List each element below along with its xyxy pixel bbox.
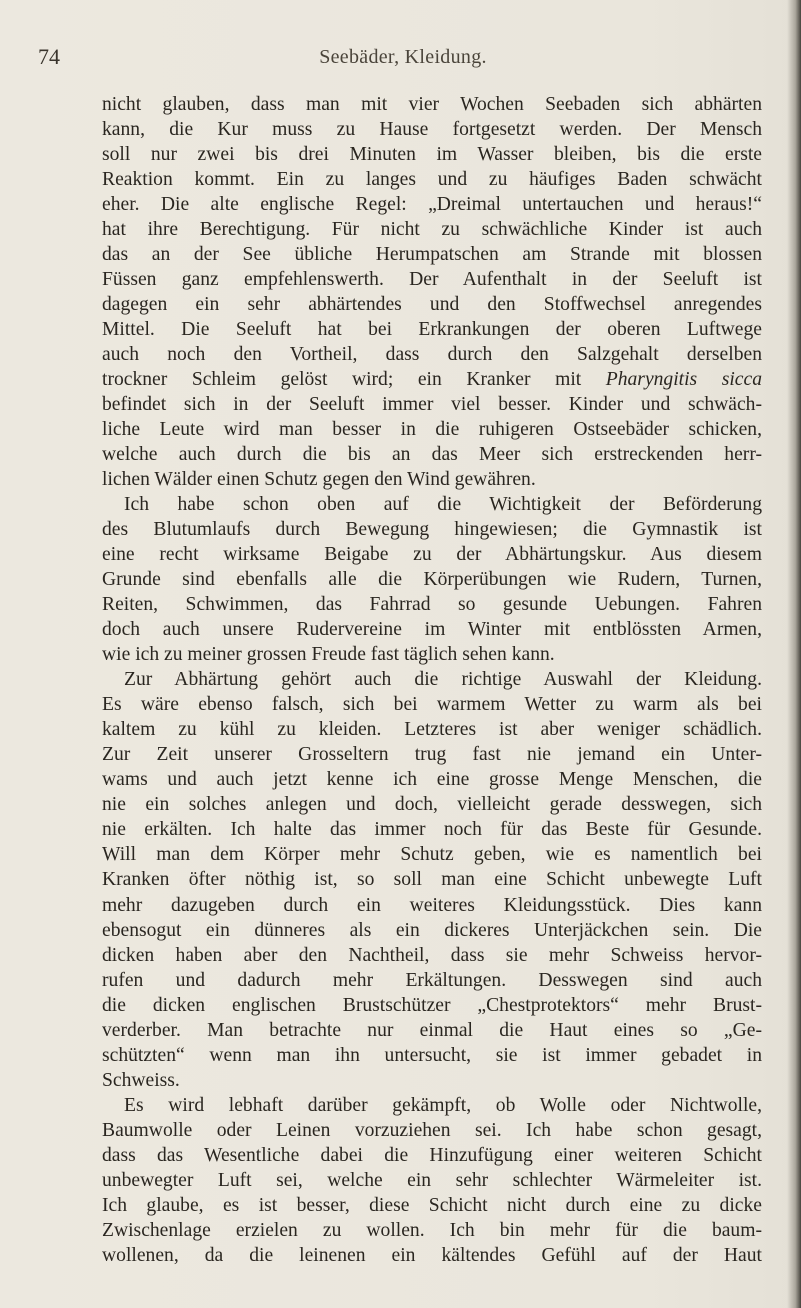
text-line: eine recht wirksame Beigabe zu der Abhärtungskur. Aus diesem [102, 544, 762, 566]
text-line: Schweiss. [102, 1069, 180, 1091]
text-line: kann, die Kur muss zu Hause fortgesetzt werden. Der Mensch [102, 119, 762, 141]
body-text [102, 92, 762, 1268]
text-line: wollenen, da die leinenen ein kältendes Gefühl auf der Haut [102, 1244, 762, 1266]
text-line: Will man dem Körper mehr Schutz geben, wie es namentlich bei [102, 844, 762, 866]
text-line: Reaktion kommt. Ein zu langes und zu häufiges Baden schwächt [102, 169, 762, 191]
latin-term: Pharyngitis sicca [605, 369, 762, 391]
text-line: kaltem zu kühl zu kleiden. Letzteres ist aber weniger schädlich. [102, 719, 762, 741]
text-line: Kranken öfter nöthig ist, so soll man eine Schicht unbewegte Luft [102, 869, 762, 891]
text-line: Ich glaube, es ist besser, diese Schicht nicht durch eine zu dicke [102, 1194, 762, 1216]
page-edge-shadow [787, 0, 801, 1308]
running-title: Seebäder, Kleidung. [319, 46, 487, 68]
page-header [38, 44, 768, 74]
text-line: wie ich zu meiner grossen Freude fast täglich sehen kann. [102, 644, 555, 666]
text-line: ebensogut ein dünneres als ein dickeres Unterjäckchen sein. Die [102, 919, 762, 941]
text-line: rufen und dadurch mehr Erkältungen. Desswegen sind auch [102, 969, 762, 991]
text-line: des Blutumlaufs durch Bewegung hingewiesen; die Gymnastik ist [102, 519, 762, 541]
text-line: mehr dazugeben durch ein weiteres Kleidungsstück. Dies kann [102, 894, 762, 916]
text-line: nie erkälten. Ich halte das immer noch für das Beste für Gesunde. [102, 819, 762, 841]
text-line: das an der See übliche Herumpatschen am Strande mit blossen [102, 244, 762, 266]
text-line: lichen Wälder einen Schutz gegen den Wind gewähren. [102, 469, 536, 491]
text-line: hat ihre Berechtigung. Für nicht zu schwächliche Kinder ist auch [102, 219, 762, 241]
text-line: Grunde sind ebenfalls alle die Körperübungen wie Rudern, Turnen, [102, 569, 762, 591]
text-line: Es wird lebhaft darüber gekämpft, ob Wolle oder Nichtwolle, [124, 1094, 762, 1116]
text-line: nie ein solches anlegen und doch, vielleicht gerade desswegen, sich [102, 794, 762, 816]
text-line: dagegen ein sehr abhärtendes und den Stoffwechsel anregendes [102, 294, 762, 316]
page-number: 74 [38, 44, 60, 69]
text-line: eher. Die alte englische Regel: „Dreimal untertauchen und heraus!“ [102, 194, 762, 216]
text-line: die dicken englischen Brustschützer „Chestprotektors“ mehr Brust- [102, 994, 762, 1016]
text-line: auch noch den Vortheil, dass durch den Salzgehalt derselben [102, 344, 762, 366]
text-line: befindet sich in der Seeluft immer viel besser. Kinder und schwäch- [102, 394, 762, 416]
text-line: dass das Wesentliche dabei die Hinzufügung einer weiteren Schicht [102, 1144, 762, 1166]
text-line: Reiten, Schwimmen, das Fahrrad so gesunde Uebungen. Fahren [102, 594, 762, 616]
text-line: wams und auch jetzt kenne ich eine grosse Menge Menschen, die [102, 769, 762, 791]
text-line: trockner Schleim gelöst wird; ein Kranker mit Pharyngitis sicca [102, 369, 762, 391]
text-line: Zur Abhärtung gehört auch die richtige Auswahl der Kleidung. [124, 669, 762, 691]
text-line: verderber. Man betrachte nur einmal die Haut eines so „Ge- [102, 1019, 762, 1041]
text-line: Es wäre ebenso falsch, sich bei warmem Wetter zu warm als bei [102, 694, 762, 716]
text-line: Mittel. Die Seeluft hat bei Erkrankungen der oberen Luftwege [102, 319, 762, 341]
text-line: Füssen ganz empfehlenswerth. Der Aufenthalt in der Seeluft ist [102, 269, 762, 291]
text-line: welche auch durch die bis an das Meer sich erstreckenden herr- [102, 444, 762, 466]
text-line: Ich habe schon oben auf die Wichtigkeit der Beförderung [124, 494, 762, 516]
text-line: Baumwolle oder Leinen vorzuziehen sei. Ich habe schon gesagt, [102, 1119, 762, 1141]
text-line: schützten“ wenn man ihn untersucht, sie ist immer gebadet in [102, 1044, 762, 1066]
text-line: Zwischenlage erzielen zu wollen. Ich bin mehr für die baum- [102, 1219, 762, 1241]
text-line: unbewegter Luft sei, welche ein sehr schlechter Wärmeleiter ist. [102, 1169, 762, 1191]
text-line: liche Leute wird man besser in die ruhigeren Ostseebäder schicken, [102, 419, 762, 441]
text-line: Zur Zeit unserer Grosseltern trug fast nie jemand ein Unter- [102, 744, 762, 766]
text-line: nicht glauben, dass man mit vier Wochen Seebaden sich abhärten [102, 94, 762, 115]
text-line: doch auch unsere Rudervereine im Winter mit entblössten Armen, [102, 619, 762, 641]
text-line: soll nur zwei bis drei Minuten im Wasser bleiben, bis die erste [102, 144, 762, 166]
text-line: dicken haben aber den Nachtheil, dass sie mehr Schweiss hervor- [102, 944, 762, 966]
